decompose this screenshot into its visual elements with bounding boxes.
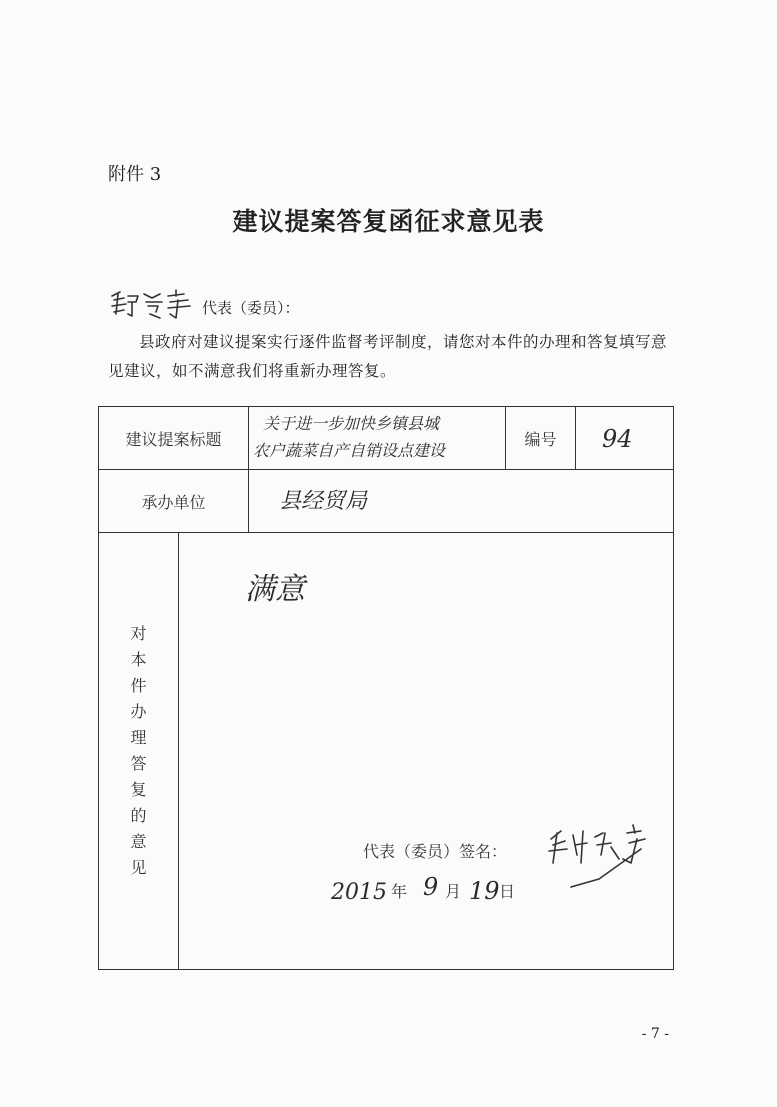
unit-handwriting: [249, 470, 592, 528]
svg-text:94: 94: [602, 425, 633, 453]
opinion-content: [179, 533, 674, 970]
date-month: 9: [423, 873, 439, 901]
salutation-suffix: 代表（委员）：: [202, 299, 300, 317]
proposal-title-value: [249, 407, 506, 470]
opinion-value: 满意: [245, 572, 305, 607]
salutation: [108, 288, 300, 322]
date-day: 19: [469, 877, 500, 905]
attachment-label: 附件 3: [108, 164, 162, 185]
handwritten-name: [108, 288, 200, 322]
number-value: [576, 407, 674, 470]
proposal-title-label: 建议提案标题: [99, 407, 249, 470]
opinion-handwriting: [179, 533, 674, 969]
undertaking-unit-label: 承办单位: [99, 470, 249, 533]
date-day-suffix: 日: [499, 882, 516, 901]
date-month-suffix: 月: [445, 882, 462, 901]
signature-scrawl: [549, 825, 645, 887]
number-label: 编号: [506, 407, 576, 470]
svg-text:县经贸局: 县经贸局: [279, 489, 368, 514]
signature-label: 代表（委员）签名：: [363, 842, 508, 861]
page-number: - 7 -: [641, 1026, 669, 1042]
proposal-title-handwriting: [249, 407, 506, 465]
opinion-form-table: [98, 406, 674, 970]
instruction-paragraph: 县政府对建议提案实行逐件监督考评制度，请您对本件的办理和答复填写意见建议，如不满意我们将重新办理答复。: [108, 333, 668, 380]
date-year: 2015: [331, 880, 387, 905]
svg-text:关于进一步加快乡镇县城: 关于进一步加快乡镇县城: [263, 414, 440, 433]
svg-text:农户蔬菜自产自销设点建设: 农户蔬菜自产自销设点建设: [253, 441, 446, 460]
number-handwriting: [576, 407, 674, 465]
undertaking-unit-value: [249, 470, 674, 533]
opinion-label: 对 本 件 办 理 答 复 的 意 见: [99, 533, 179, 970]
page-title: 建议提案答复函征求意见表: [232, 207, 545, 236]
date-year-suffix: 年: [391, 882, 408, 901]
